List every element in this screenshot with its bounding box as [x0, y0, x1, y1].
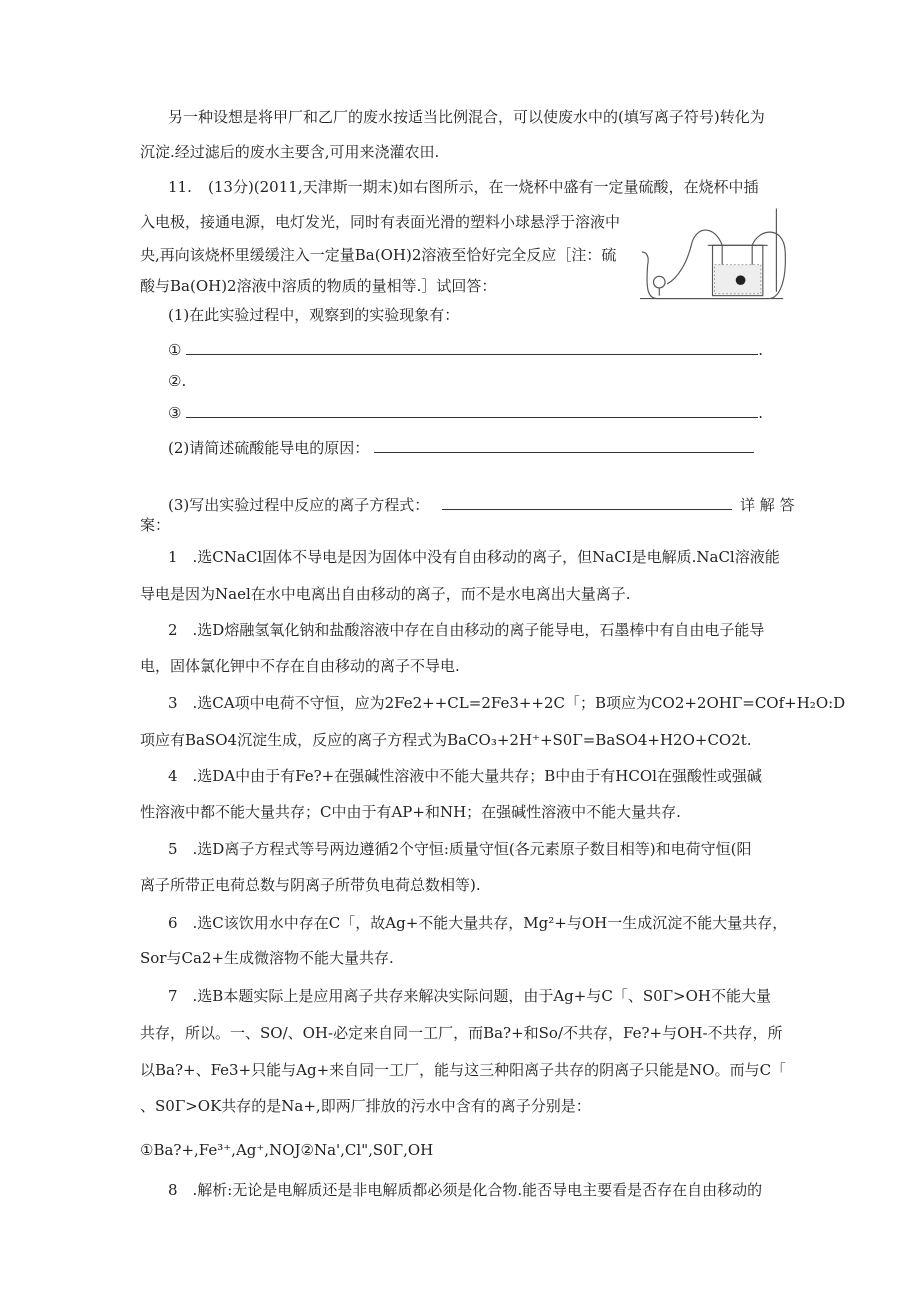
question-text: 酸与Ba(OH)2溶液中溶质的物质的量相等.］试回答：: [140, 277, 497, 295]
answer-line: 以Ba?+、Fe3+只能与Ag+来自同一工厂，能与这三种阳离子共存的阴离子只能是NO。而与C「: [140, 1061, 787, 1079]
answer-line: 项应有BaSO4沉淀生成，反应的离子方程式为BaCO₃+2H⁺+S0Γ=BaSO4+H2O+CO2t.: [140, 731, 752, 749]
question-11-line: [168, 177, 785, 197]
intro-line: 另一种设想是将甲厂和乙厂的废水按适当比例混合，可以使废水中的(填写离子符号)转化为: [168, 108, 765, 126]
answer-line: Sor与Ca2+生成微溶物不能大量共存.: [140, 949, 394, 967]
answer-line: 共存，所以。一、SO/、OH-必定来自同一工厂，而Ba?+和So/不共存，Fe?+与OH-不共存，所: [140, 1024, 783, 1042]
answer-line: 电，固体氯化钾中不存在自由移动的离子不导电.: [140, 657, 460, 675]
question-number: 11.: [168, 178, 192, 196]
answer-line: 4 .选DA中由于有Fe?+在强碱性溶液中不能大量共存；B中由于有HCOl在强酸性或强碱: [168, 767, 762, 785]
subquestion-text: (2)请简述硫酸能导电的原因：: [168, 439, 370, 457]
subquestion-1: (1)在此实验过程中，观察到的实验现象有：: [168, 306, 460, 324]
period: .: [758, 404, 764, 422]
circled-number: ③: [168, 404, 182, 422]
answer-line: 1 .选CNaCl固体不导电是因为固体中没有自由移动的离子，但NaCI是电解质.NaCl溶液能: [168, 548, 780, 566]
circled-number: ①: [168, 341, 182, 359]
answer-line: 6 .选C该饮用水中存在C「，故Ag+不能大量共存，Mg²+与OH一生成沉淀不能大量共存，: [168, 914, 788, 932]
answer-line: 导电是因为Nael在水中电离出自由移动的离子，而不是水电离出大量离子.: [140, 585, 631, 603]
answer-line: 3 .选CA项中电荷不守恒，应为2Fe2++CL=2Fe3++2C「；B项应为CO2+2OHΓ=COf+H₂O:D: [168, 694, 846, 712]
answer-line: 2 .选D熔融氢氧化钠和盐酸溶液中存在自由移动的离子能导电，石墨棒中有自由电子能导: [168, 621, 765, 639]
answer-line: 8 .解析:无论是电解质还是非电解质都必须是化合物.能否导电主要看是否存在自由移动的: [168, 1181, 763, 1199]
beaker-circuit-figure: [638, 205, 788, 305]
question-text: 央,再向该烧杯里缓缓注入一定量Ba(OH)2溶液至恰好完全反应［注：硫: [140, 246, 617, 264]
subquestion-3[interactable]: [168, 495, 795, 515]
subquestion-2[interactable]: [168, 438, 785, 458]
answer-blank-2[interactable]: ②.: [168, 372, 187, 390]
answer-line: 性溶液中都不能大量共存；C中由于有AP+和NH；在强碱性溶液中不能大量共存.: [140, 803, 681, 821]
answer-blank-3[interactable]: [168, 403, 785, 423]
question-text: 入电极，接通电源，电灯发光，同时有表面光滑的塑料小球悬浮于溶液中: [140, 213, 621, 231]
answer-blank-1[interactable]: [168, 340, 785, 360]
question-text: (13分)(2011,天津斯一期末)如右图所示，在一烧杯中盛有一定量硫酸，在烧杯中插: [208, 178, 759, 196]
period: .: [758, 341, 764, 359]
ball-icon: [736, 275, 746, 285]
answer-line: 5 .选D离子方程式等号两边遵循2个守恒:质量守恒(各元素原子数目相等)和电荷守恒(阳: [168, 840, 752, 858]
intro-line: 沉淀.经过滤后的废水主要含,可用来浇灌农田.: [140, 143, 440, 161]
answer-line: 、S0Γ>OK共存的是Na+,即两厂排放的污水中含有的离子分别是：: [140, 1097, 591, 1115]
answers-heading: 详 解 答: [740, 496, 795, 514]
answer-line: 7 .选B本题实际上是应用离子共存来解决实际问题，由于Ag+与C「、S0Γ>OH不能大量: [168, 987, 771, 1005]
subquestion-text: (3)写出实验过程中反应的离子方程式：: [168, 496, 430, 514]
answers-heading: 案：: [140, 516, 171, 534]
answer-line: ①Ba?+,Fe³⁺,Ag⁺,NOJ②Na',Cl",S0Γ,OH: [140, 1141, 434, 1159]
answer-line: 离子所带正电荷总数与阴离子所带负电荷总数相等).: [140, 876, 481, 894]
